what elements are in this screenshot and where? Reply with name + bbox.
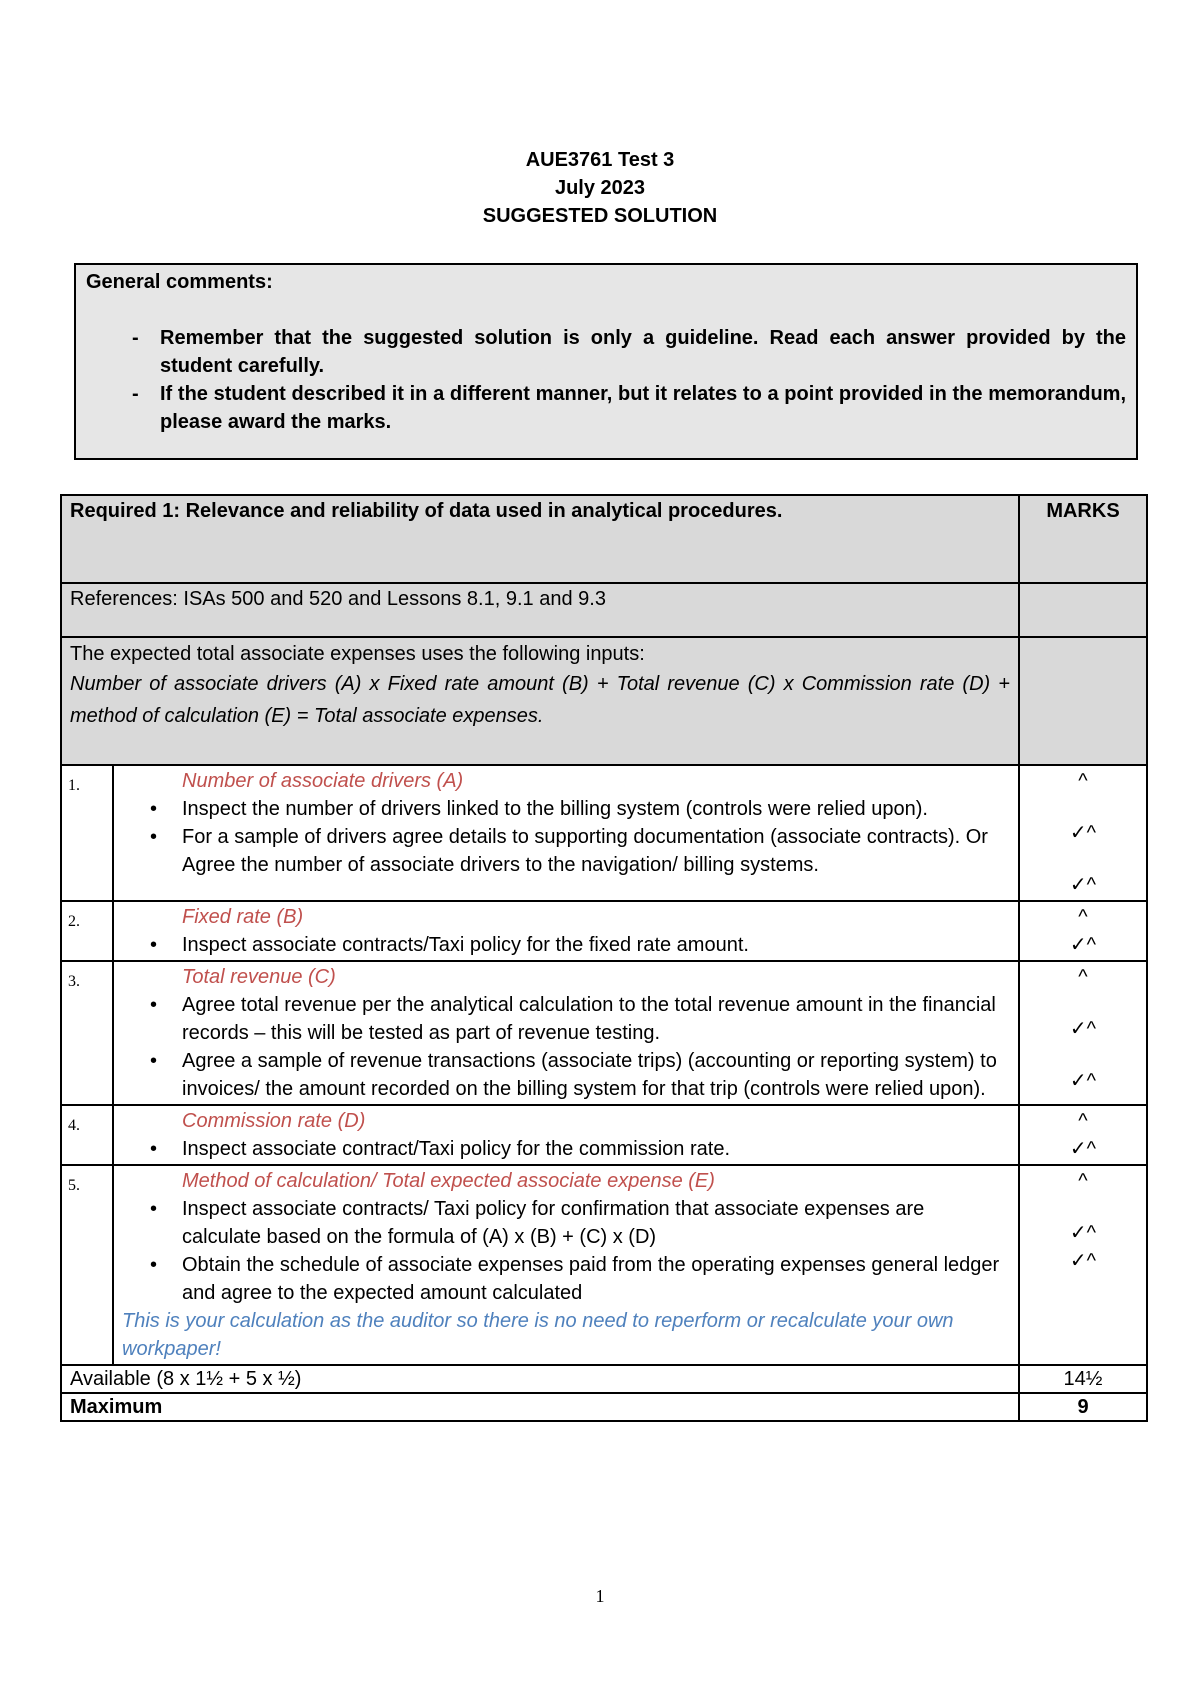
comment-item: - If the student described it in a different manner, but it relates to a point provided in the memorandum, please award the marks. bbox=[86, 380, 1126, 436]
row-marks bbox=[1019, 765, 1147, 901]
maximum-label: Maximum bbox=[61, 1393, 1019, 1421]
row-heading: Commission rate (D) bbox=[182, 1110, 366, 1132]
list-item: • Agree total revenue per the analytical calculation to the total revenue amount in the financial records – this will be tested as part of revenue testing. bbox=[122, 991, 1008, 1047]
test-date: July 2023 bbox=[554, 177, 646, 199]
general-comments-list bbox=[86, 324, 1126, 436]
comment-item: - Remember that the suggested solution is only a guideline. Read each answer provided by the student carefully. bbox=[86, 324, 1126, 380]
caret-mark: ^ bbox=[1078, 1170, 1088, 1192]
dash-bullet: - bbox=[132, 383, 139, 405]
list-item: • Inspect associate contracts/ Taxi policy for confirmation that associate expenses are calculate based on the formula of (A) x (B) + (C) x (D) bbox=[122, 1195, 1008, 1251]
available-label: Available (8 x 1½ + 5 x ½) bbox=[61, 1365, 1019, 1393]
marks-column-header: MARKS bbox=[1019, 495, 1147, 583]
references-text: References: ISAs 500 and 520 and Lessons 8.1, 9.1 and 9.3 bbox=[61, 583, 1019, 637]
row-heading: Total revenue (C) bbox=[182, 966, 336, 988]
table-row bbox=[61, 1165, 1147, 1365]
caret-mark: ^ bbox=[1078, 966, 1088, 988]
row-content bbox=[113, 1165, 1019, 1365]
list-item: • Agree a sample of revenue transactions (associate trips) (accounting or reporting system) to invoices/ the amount recorded on the billing system for that trip (controls were relied upon). bbox=[122, 1047, 1008, 1103]
list-item: • Obtain the schedule of associate expenses paid from the operating expenses general ledger and agree to the expected amount calculated bbox=[122, 1251, 1008, 1307]
row-marks bbox=[1019, 1105, 1147, 1165]
row-heading: Method of calculation/ Total expected associate expense (E) bbox=[182, 1170, 715, 1192]
tick-mark: ✓^ bbox=[1069, 822, 1097, 844]
tick-mark: ✓^ bbox=[1069, 1250, 1097, 1272]
caret-mark: ^ bbox=[1078, 770, 1088, 792]
row-marks bbox=[1019, 1165, 1147, 1365]
row-content bbox=[113, 961, 1019, 1105]
tick-mark: ✓^ bbox=[1069, 1138, 1097, 1160]
list-item: • For a sample of drivers agree details to supporting documentation (associate contracts). Or Agree the number of associate drivers to the navigation/ billing systems. bbox=[122, 823, 1008, 879]
available-row bbox=[61, 1365, 1147, 1393]
row-number: 2. bbox=[61, 901, 113, 961]
references-marks-cell bbox=[1019, 583, 1147, 637]
row-heading: Number of associate drivers (A) bbox=[182, 770, 464, 792]
row-number: 4. bbox=[61, 1105, 113, 1165]
tick-mark: ✓^ bbox=[1069, 1018, 1097, 1040]
inputs-cell bbox=[61, 637, 1019, 765]
row-content bbox=[113, 1105, 1019, 1165]
list-item: • Inspect the number of drivers linked to the billing system (controls were relied upon). bbox=[122, 795, 1008, 823]
maximum-row bbox=[61, 1393, 1147, 1421]
marks-table bbox=[60, 494, 1148, 1422]
row-number: 3. bbox=[61, 961, 113, 1105]
inputs-intro: The expected total associate expenses uses the following inputs: bbox=[70, 643, 645, 665]
dash-bullet: - bbox=[132, 327, 139, 349]
row-marks bbox=[1019, 961, 1147, 1105]
general-comments-heading: General comments: bbox=[86, 271, 273, 293]
course-code: AUE3761 Test 3 bbox=[525, 149, 675, 171]
page-number: 1 bbox=[595, 1586, 605, 1606]
general-comments-box bbox=[74, 263, 1138, 460]
table-header-row bbox=[61, 495, 1147, 583]
tick-mark: ✓^ bbox=[1069, 1222, 1097, 1244]
row-heading: Fixed rate (B) bbox=[182, 906, 304, 928]
tick-mark: ✓^ bbox=[1069, 1070, 1097, 1092]
solution-label: SUGGESTED SOLUTION bbox=[482, 205, 718, 227]
maximum-value: 9 bbox=[1019, 1393, 1147, 1421]
list-item: • Inspect associate contracts/Taxi policy for the fixed rate amount. bbox=[122, 931, 1008, 959]
caret-mark: ^ bbox=[1078, 1110, 1088, 1132]
tick-mark: ✓^ bbox=[1069, 934, 1097, 956]
row-marks bbox=[1019, 901, 1147, 961]
references-row bbox=[61, 583, 1147, 637]
row-number: 1. bbox=[61, 765, 113, 901]
row-number: 5. bbox=[61, 1165, 113, 1365]
row-content bbox=[113, 765, 1019, 901]
caret-mark: ^ bbox=[1078, 906, 1088, 928]
auditor-note: This is your calculation as the auditor so there is no need to reperform or recalculate your own workpaper! bbox=[122, 1310, 954, 1360]
inputs-row bbox=[61, 637, 1147, 765]
table-row bbox=[61, 765, 1147, 901]
required-heading: Required 1: Relevance and reliability of data used in analytical procedures. bbox=[61, 495, 1019, 583]
table-row bbox=[61, 961, 1147, 1105]
inputs-formula: Number of associate drivers (A) x Fixed rate amount (B) + Total revenue (C) x Commission rate (D) + method of calculation (E) = Total associate expenses. bbox=[70, 673, 1010, 727]
document-title bbox=[0, 146, 1200, 230]
inputs-marks-cell bbox=[1019, 637, 1147, 765]
table-row bbox=[61, 1105, 1147, 1165]
available-value: 14½ bbox=[1019, 1365, 1147, 1393]
table-row bbox=[61, 901, 1147, 961]
row-content bbox=[113, 901, 1019, 961]
list-item: • Inspect associate contract/Taxi policy for the commission rate. bbox=[122, 1135, 1008, 1163]
tick-mark: ✓^ bbox=[1069, 874, 1097, 896]
